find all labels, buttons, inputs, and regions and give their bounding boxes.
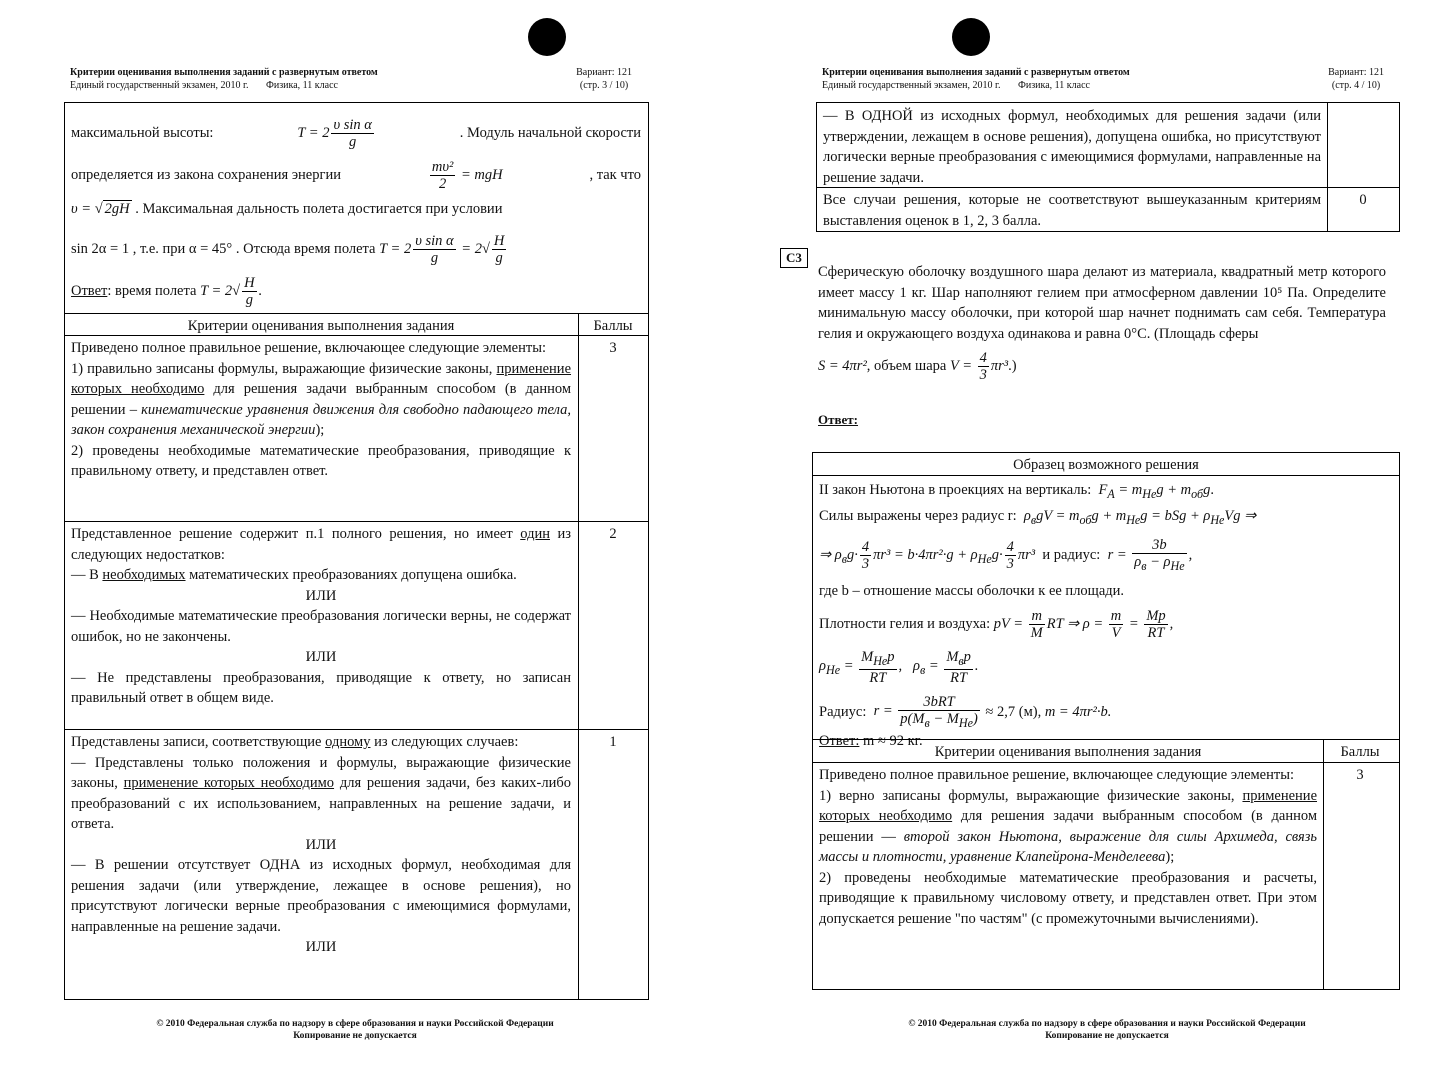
page-left	[60, 0, 650, 1079]
page-header	[70, 66, 640, 92]
answer-label: Ответ:	[818, 412, 859, 427]
header-subject: Физика, 11 класс	[265, 80, 338, 91]
score-value: 3	[1356, 767, 1364, 783]
score-value: 2	[609, 526, 617, 542]
solution-intro: максимальной высоты: T = 2 $\frac{\text{υ sin α}}{g}$ . Модуль начальной скорости определяется из закона сохранения энергии $\frac{\text{mυ²}}{2}$ = mgH , так что υ = √ 2gH . Максимальная дальность полета достигается при условии sin 2α = 1 , т.е. при α = 45° . Отсюда время полета T = 2 $\frac{\text{υ sin α}}{g}$ = 2√ $\frac{H}{g}$ Ответ : время полета T = 2√ $\frac{H}{g}$ .	[71, 116, 641, 308]
solution-title: Образец возможного решения	[1013, 457, 1199, 473]
criteria-sheet	[64, 102, 649, 1000]
task-statement: Сферическую оболочку воздушного шара делают из материала, квадратный метр которого имеет массу 1 кг. Шар наполняют гелием при атмосферном давлении 10⁵ Па. Определите минимальную массу оболочки, при которой шар начнет поднимать сам себя. Температура гелия и окружающего воздуха одинакова и равна 0°С. (Площадь сферы S = 4πr², объем шара V = $\frac{4}{3}$ πr³.)	[818, 264, 1386, 383]
page-footer: © 2010 Федеральная служба по надзору в сфере образования и науки Российской Федерации Копирование не допускается	[156, 1019, 554, 1041]
table-header-score: Баллы	[1340, 744, 1380, 760]
header-subject: Физика, 11 класс	[1017, 80, 1090, 91]
punch-hole-mark	[528, 18, 566, 56]
criteria-cell-2: Представленное решение содержит п.1 полного решения, но имеет один из следующих недостатков: — В необходимых математических преобразованиях допущена ошибка. ИЛИ — Необходимые математические преобразования логически верны, не содержат ошибок, но не закончены. ИЛИ — Не представлены преобразования, приводящие к ответу, но записан правильный ответ в общем виде.	[71, 526, 572, 706]
page-header	[822, 66, 1392, 92]
punch-hole-mark	[952, 18, 990, 56]
criteria-cell-3: Приведено полное правильное решение, включающее следующие элементы: 1) правильно записаны формулы, выражающие физические законы, применение которых необходимо для решения задачи выбранным способом (в данном решении – кинематические уравнения движения для свободно падающего тела, закон сохранения механической энергии); 2) проведены необходимые математические преобразования, приводящие к правильному ответу, и представлен ответ.	[71, 340, 572, 479]
task-id-badge: С3	[780, 248, 808, 268]
answer-label: Ответ	[71, 283, 108, 299]
criteria-continuation	[816, 102, 1400, 232]
header-page-number: (стр. 4 / 10)	[1331, 80, 1381, 91]
divider	[813, 475, 1399, 476]
page-footer: © 2010 Федеральная служба по надзору в сфере образования и науки Российской Федерации Копирование не допускается	[908, 1019, 1306, 1041]
score-value: 3	[609, 340, 617, 356]
header-title: Критерии оценивания выполнения заданий с развернутым ответом	[822, 67, 1130, 78]
score-value: 0	[1359, 192, 1367, 208]
criteria-cell-1: Представлены записи, соответствующие одному из следующих случаев: — Представлены только положения и формулы, выражающие физические законы, применение которых необходимо для решения задачи, без каких-либо преобразований с их использованием, направленных на решение задачи, и ответа. ИЛИ — В решении отсутствует ОДНА из исходных формул, необходимая для решения задачи (или утверждение, лежащее в основе решения), но присутствуют логически верные преобразования с имеющимися формулами, направленные на решение задачи. ИЛИ	[71, 734, 572, 955]
solution-body: II закон Ньютона в проекциях на вертикаль: $F_A = m_{He}g + m_{об}g$. Силы выражены через радиус r: $\rho_вgV = m_{об}g + m_{He}g$ = bSg + $\rho_{He}Vg$ ⇒ ⇒ $\rho_вg\cdot$ $\frac{4}{3}$ $\pi r^3 = b\cdot 4\pi r^2\cdot g + \rho_{He}g\cdot$ $\frac{4}{3}$ πr³ и радиус: r = $\frac{3b}{\rho_в - \rho_{He}}$ , где b – отношение массы оболочки к ее площади. Плотности гелия и воздуха: pV = $\frac{m}{M}$ RT ⇒ ρ = $\frac{m}{V}$ = $\frac{Mp}{RT}$ , $\rho_{He}$ = $\frac{M_{He}p}{RT}$ , $\rho_в$ = $\frac{M_вp}{RT}$ . Радиус: r = $\frac{\text{3bRT}}{p(M_в - M_{He})}$ ≈ 2,7 (м), m = 4πr²·b. Ответ: m ≈ 92 кг.	[819, 482, 1257, 750]
solution-box	[812, 452, 1400, 990]
score-column-divider	[1327, 103, 1328, 231]
score-value: 1	[609, 734, 617, 750]
table-header-score: Баллы	[593, 318, 633, 334]
header-subtitle: Единый государственный экзамен, 2010 г.	[822, 80, 1001, 91]
table-header-criteria: Критерии оценивания выполнения задания	[934, 744, 1202, 760]
header-variant: Вариант: 121	[1328, 67, 1384, 78]
header-page-number: (стр. 3 / 10)	[579, 80, 629, 91]
criteria-cell-1-continued: — В ОДНОЙ из исходных формул, необходимых для решения задачи (или утверждении, лежащем в основе решения), допущена ошибка, но присутствуют логически верные преобразования с имеющимися формулами, направленные на решение задачи.	[823, 108, 1321, 186]
header-variant: Вариант: 121	[576, 67, 632, 78]
table-header-criteria: Критерии оценивания выполнения задания	[187, 318, 455, 334]
criteria-cell-0: Все случаи решения, которые не соответствуют вышеуказанным критериям выставления оценок в 1, 2, 3 балла.	[823, 192, 1321, 229]
criteria-cell-3: Приведено полное правильное решение, включающее следующие элементы: 1) верно записаны формулы, выражающие физические законы, применение которых необходимо для решения задачи выбранным способом (в данном решении — второй закон Ньютона, выражение для силы Архимеда, связь массы и плотности, уравнение Клапейрона-Менделеева); 2) проведены необходимые математические преобразования и расчеты, приводящие к правильному числовому ответу, и представлен ответ. При этом допускается решение "по частям" (с промежуточными вычислениями).	[819, 767, 1318, 927]
score-column-divider	[578, 313, 579, 999]
header-title: Критерии оценивания выполнения заданий с развернутым ответом	[70, 67, 378, 78]
page-right	[786, 0, 1402, 1079]
header-subtitle: Единый государственный экзамен, 2010 г.	[70, 80, 249, 91]
